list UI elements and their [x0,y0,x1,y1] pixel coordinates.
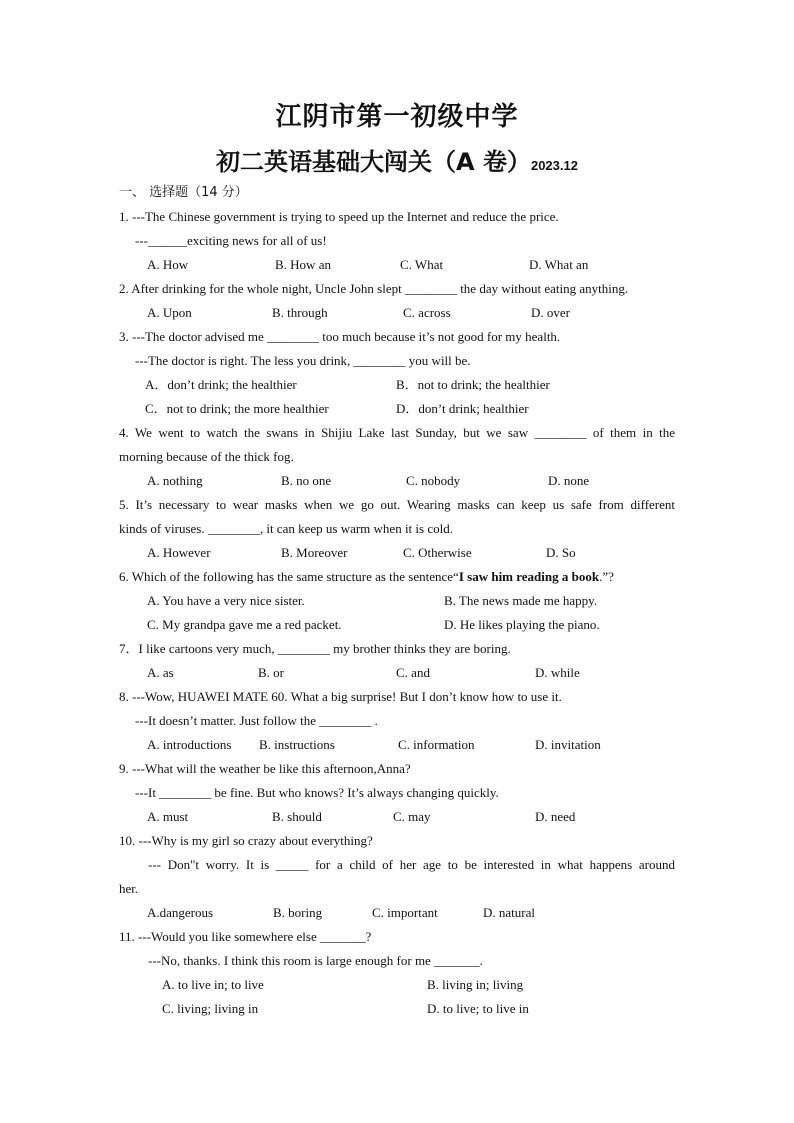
option-d: D. while [535,665,580,680]
option-d: D. So [546,545,576,560]
question-2-options [119,301,675,325]
exam-title [0,142,794,177]
section-heading: 一、 选择题（14 分） [119,185,248,200]
option-a: A. introductions [147,737,232,752]
option-c: C. nobody [406,473,461,488]
option-c: C. and [396,665,430,680]
option-c: C. may [393,809,431,824]
question-1-options [119,253,675,277]
question-3-reply: ---The doctor is right. The less you drink, ________ you will be. [135,353,471,368]
option-d: D. none [548,473,590,488]
option-a: A. to live in; to live [162,977,264,992]
option-b: B. boring [273,905,323,920]
question-9-reply: ---It ________ be fine. But who knows? It’s always changing quickly. [135,785,499,800]
question-9-stem: 9. ---What will the weather be like this afternoon,Anna? [119,761,411,776]
option-d: D. He likes playing the piano. [444,617,600,632]
option-a: A. Upon [147,305,192,320]
option-b: B. How an [275,257,331,272]
question-11-options-row1 [119,973,675,997]
option-a: A.dangerous [147,905,214,920]
option-b: B. instructions [259,737,335,752]
question-7-options [119,661,675,685]
option-b: B. Moreover [281,545,348,560]
question-4-stem-cont: morning because of the thick fog. [119,449,294,464]
option-a: A．don’t drink; the healthier [145,377,297,392]
question-3-options-row2 [119,397,675,421]
option-c: C. My grandpa gave me a red packet. [147,617,342,632]
question-1-reply: ---______exciting news for all of us! [135,233,327,248]
option-d: D. need [535,809,576,824]
question-2-stem: 2. After drinking for the whole night, Uncle John slept ________ the day without eating anything. [119,281,629,296]
option-c: C. across [403,305,451,320]
option-c: C．not to drink; the more healthier [145,401,329,416]
option-b: B. should [272,809,322,824]
option-c: C. information [398,737,475,752]
question-8-reply: ---It doesn’t matter. Just follow the ________ . [135,713,378,728]
option-b: B. living in; living [427,977,524,992]
question-8-options [119,733,675,757]
option-c: C. living; living in [162,1001,259,1016]
option-d: D．don’t drink; healthier [396,401,529,416]
question-11-reply: ---No, thanks. I think this room is large enough for me _______. [148,953,483,968]
option-b: B. no one [281,473,332,488]
question-10-reply-cont: her. [119,881,139,896]
question-6-stem-text: 6. Which of the following has the same structure as the sentence“ [119,569,459,584]
exam-title-text: 初二英语基础大闯关（A 卷） [216,148,531,176]
option-a: A. You have a very nice sister. [147,593,305,608]
option-d: D. natural [483,905,535,920]
option-b: B. or [258,665,284,680]
school-name: 江阴市第一初级中学 [275,102,519,132]
question-5-stem-cont: kinds of viruses. ________, it can keep us warm when it is cold. [119,521,453,536]
question-1-stem: 1. ---The Chinese government is trying to speed up the Internet and reduce the price. [119,209,559,224]
option-a: A. How [147,257,189,272]
option-d: D. invitation [535,737,601,752]
question-9-options [119,805,675,829]
option-a: A. However [147,545,211,560]
question-4-stem: 4. We went to watch the swans in Shijiu Lake last Sunday, but we saw ________ of them in the [119,425,675,440]
option-d: D. to live; to live in [427,1001,529,1016]
question-10-stem: 10. ---Why is my girl so crazy about everything? [119,833,373,848]
question-3-stem: 3. ---The doctor advised me ________ too much because it’s not good for my health. [119,329,561,344]
option-a: A. must [147,809,189,824]
option-d: D. What an [529,257,589,272]
question-10-reply: --- Don"t worry. It is _____ for a child of her age to be interested in what happens around [148,857,675,872]
question-6-options-row1 [119,589,675,613]
option-c: C. important [372,905,438,920]
question-4-options [119,469,675,493]
question-11-options-row2 [119,997,675,1021]
question-11-stem: 11. ---Would you like somewhere else _______? [119,929,372,944]
question-5-options [119,541,675,565]
question-5-stem: 5. It’s necessary to wear masks when we go out. Wearing masks can keep us safe from different [119,497,675,512]
option-c: C. What [400,257,444,272]
option-c: C. Otherwise [403,545,472,560]
question-3-options-row1 [119,373,675,397]
option-b: B. through [272,305,328,320]
question-6-options-row2 [119,613,675,637]
question-10-options [119,901,675,925]
exam-date: 2023.12 [530,158,578,173]
option-b: B．not to drink; the healthier [396,377,550,392]
option-a: A. nothing [147,473,203,488]
question-6-stem-end: .”? [599,569,614,584]
option-b: B. The news made me happy. [444,593,598,608]
question-6-stem [119,565,675,589]
question-8-stem: 8. ---Wow, HUAWEI MATE 60. What a big surprise! But I don’t know how to use it. [119,689,562,704]
question-7-stem: 7．I like cartoons very much, ________ my brother thinks they are boring. [119,641,511,656]
option-d: D. over [531,305,570,320]
question-6-target-sentence: I saw him reading a book [458,569,600,584]
option-a: A. as [147,665,174,680]
